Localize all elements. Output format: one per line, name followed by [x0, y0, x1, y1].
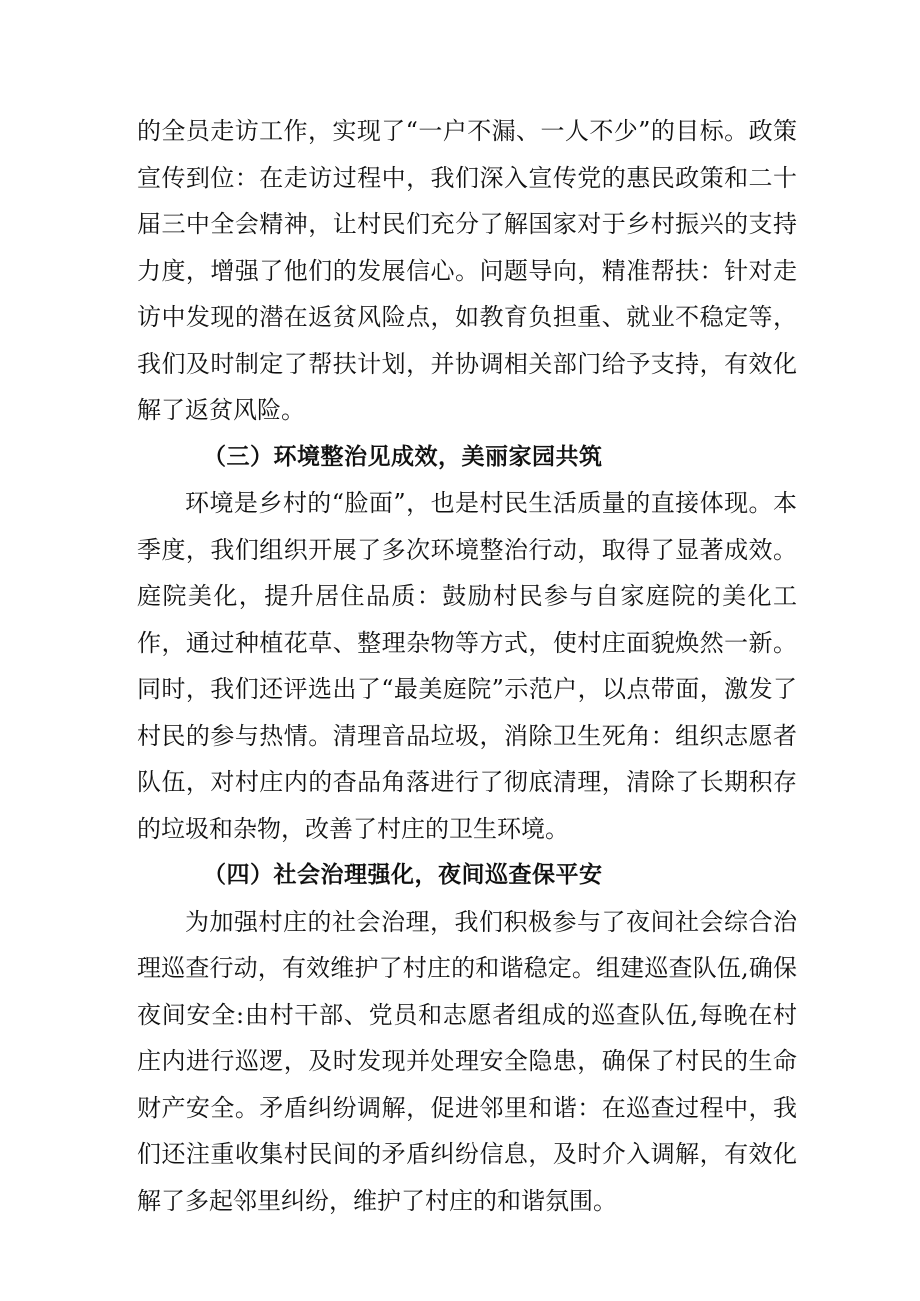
paragraph-environment: 环境是乡村的“脸面”，也是村民生活质量的直接体现。本季度，我们组织开展了多次环境整治行动，取得了显著成效。庭院美化，提升居住品质：鼓励村民参与自家庭院的美化工作，通过种植花草、整理杂物等方式，使村庄面貌焕然一新。同时，我们还评选出了“最美庭院”示范户，以点带面，激发了村民的参与热情。清理音品垃圾，消除卫生死角：组织志愿者队伍，对村庄内的杳品角落进行了彻底清理，清除了长期积存的垃圾和杂物，改善了村庄的卫生环境。 [137, 489, 797, 843]
paragraph-household-visits: 的全员走访工作，实现了“一户不漏、一人不少”的目标。政策宣传到位：在走访过程中，我们深入宣传党的惠民政策和二十届三中全会精神，让村民们充分了解国家对于乡村振兴的支持力度，增强了他们的发展信心。问题导向，精准帮扶：针对走访中发现的潜在返贫风险点，如教育负担重、就业不稳定等，我们及时制定了帮扶计划，并协调相关部门给予支持，有效化解了返贫风险。 [137, 117, 797, 424]
document-body [137, 108, 797, 1224]
paragraph-governance: 为加强村庄的社会治理，我们积极参与了夜间社会综合治理巡查行动，有效维护了村庄的和谐稳定。组建巡查队伍,确保夜间安全:由村干部、党员和志愿者组成的巡查队伍,每晚在村庄内进行巡逻，及时发现并处理安全隐患，确保了村民的生命财产安全。矛盾纠纷调解，促进邻里和谐：在巡查过程中，我们还注重收集村民间的矛盾纠纷信息，及时介入调解，有效化解了多起邻里纠纷，维护了村庄的和谐氛围。 [137, 907, 797, 1215]
section-heading-environment: （三）环境整治见成效，美丽家园共筑 [203, 443, 603, 470]
section-heading-governance: （四）社会治理强化，夜间巡查保平安 [203, 862, 603, 888]
